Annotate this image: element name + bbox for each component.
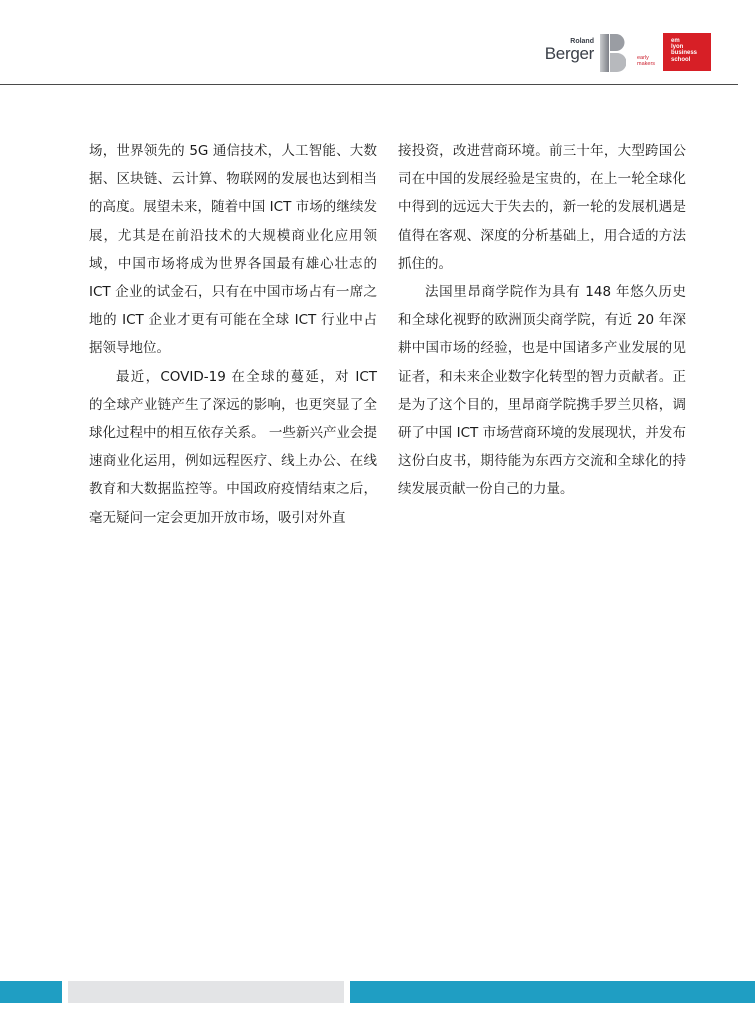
paragraph: 最近，COVID-19 在全球的蔓延，对 ICT 的全球产业链产生了深远的影响，也更突显了全球化过程中的相互依存关系。 一些新兴产业会提速商业化运用，例如远程医疗、线上办公、在线教育和大数据监控等。中国政府疫情结束之后，毫无疑问一定会更加开放市场，吸引对外直 xyxy=(89,368,377,526)
roland-berger-b-mark-icon xyxy=(598,33,626,73)
footer-bar-gray xyxy=(68,981,344,1003)
logo-roland-word: Roland xyxy=(570,38,594,45)
emlyon-logo-red-panel xyxy=(663,33,711,71)
roland-berger-logo xyxy=(546,33,626,73)
left-text-column xyxy=(89,137,377,532)
emlyon-line-school: school xyxy=(671,56,691,63)
right-text-column xyxy=(398,137,686,504)
paragraph: 场，世界领先的 5G 通信技术，人工智能、大数据、区块链、云计算、物联网的发展也达到相当的高度。展望未来，随着中国 ICT 市场的继续发展，尤其是在前沿技术的大规模商业化应用领域，中国市场将成为世界各国最有雄心壮志的 ICT 企业的试金石，只有在中国市场占有一席之地的 ICT 企业才更有可能在全球 ICT 行业中占据领导地位。 xyxy=(89,143,377,357)
footer-bar-blue-right xyxy=(350,981,755,1003)
emlyon-line-lyon: lyon xyxy=(671,44,684,51)
paragraph: 法国里昂商学院作为具有 148 年悠久历史和全球化视野的欧洲顶尖商学院，有近 20 年深耕中国市场的经验，也是中国诸多产业发展的见证者，和未来企业数字化转型的智力贡献者。正是为了这个目的，里昂商学院携手罗兰贝格，调研了中国 ICT 市场营商环境的发展现状，并发布这份白皮书，期待能为东西方交流和全球化的持续发展贡献一份自己的力量。 xyxy=(398,284,686,498)
header-divider xyxy=(0,84,738,85)
emlyon-line-em: em xyxy=(671,38,680,44)
footer-bar-blue-left xyxy=(0,981,62,1003)
emlyon-early-makers-text: early makers xyxy=(637,55,656,67)
logo-berger-word: Berger xyxy=(544,44,594,63)
emlyon-logo xyxy=(634,33,711,71)
emlyon-logo-left-panel xyxy=(634,33,662,71)
emlyon-line-business: business xyxy=(671,50,698,57)
emlyon-logo-text xyxy=(671,38,697,63)
paragraph: 接投资，改进营商环境。前三十年，大型跨国公司在中国的发展经验是宝贵的，在上一轮全球化中得到的远远大于失去的，新一轮的发展机遇是值得在客观、深度的分析基础上，用合适的方法抓住的。 xyxy=(398,143,686,272)
